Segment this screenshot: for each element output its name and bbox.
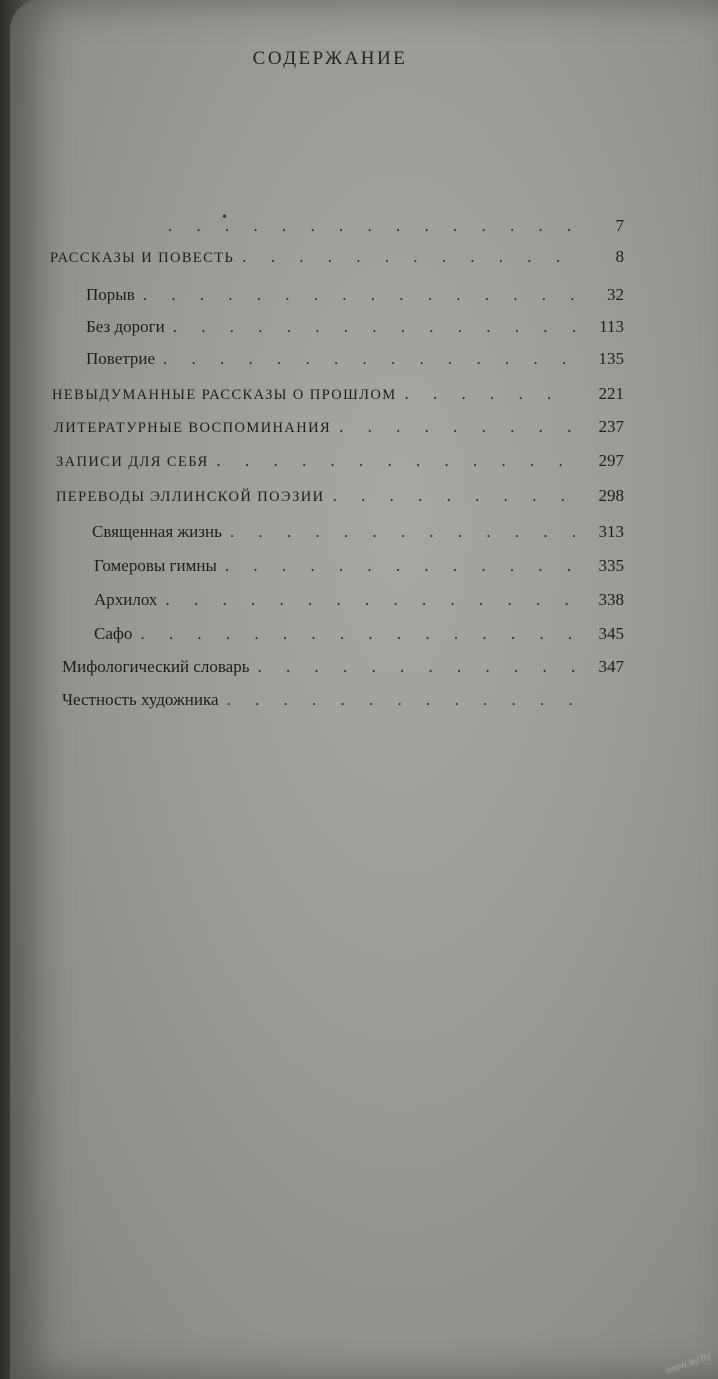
toc-entry-page: 32 <box>607 285 624 304</box>
toc-entry-title: Без дороги <box>86 317 165 336</box>
toc-entry-page: 313 <box>598 522 624 541</box>
toc-entry <box>160 216 624 236</box>
watermark: www.ay.by <box>664 1350 713 1377</box>
toc-entry-title: Священная жизнь <box>92 522 222 541</box>
toc-entry <box>86 317 624 337</box>
toc-entry <box>54 417 624 437</box>
toc-entry-page: 237 <box>598 417 624 436</box>
toc-entry <box>86 285 624 305</box>
dot-leader <box>163 349 576 369</box>
dot-leader <box>140 624 576 644</box>
toc-entry-page: 7 <box>615 216 624 235</box>
toc-entry-page: 8 <box>615 247 624 266</box>
dot-leader <box>242 247 576 267</box>
toc-entry <box>94 624 624 644</box>
toc-entry-page: 298 <box>598 486 624 505</box>
toc-entry-page: 297 <box>598 451 624 470</box>
toc-entry-title: ЛИТЕРАТУРНЫЕ ВОСПОМИНАНИЯ <box>54 420 332 436</box>
toc-entry <box>62 690 624 710</box>
toc-entry-page: 221 <box>598 384 624 403</box>
dot-leader <box>230 522 576 542</box>
toc-entry <box>86 349 624 369</box>
toc-entry-page: 338 <box>598 590 624 609</box>
dot-leader <box>143 285 576 305</box>
dot-leader <box>165 590 576 610</box>
toc-entry <box>52 384 624 404</box>
toc-entry-page: 135 <box>598 349 624 368</box>
toc-entry-title: Гомеровы гимны <box>94 556 217 575</box>
dot-leader <box>227 690 577 710</box>
toc-entry <box>50 247 624 267</box>
toc-entry <box>62 657 624 677</box>
toc-entry-title: Поветрие <box>86 349 156 368</box>
toc-entry-title: Честность художника <box>62 690 219 709</box>
toc-entry <box>94 556 624 576</box>
dot-leader <box>333 486 576 506</box>
toc-entry-title: ПЕРЕВОДЫ ЭЛЛИНСКОЙ ПОЭЗИИ <box>56 489 325 505</box>
toc-entry-page: 335 <box>598 556 624 575</box>
toc-entry-page: 113 <box>599 317 624 336</box>
toc-entry-title: Сафо <box>94 624 133 643</box>
toc-entry-title: Мифологический словарь <box>62 657 250 676</box>
toc-entry-title: ЗАПИСИ ДЛЯ СЕБЯ <box>56 454 209 470</box>
toc-entry <box>94 590 624 610</box>
dot-leader <box>173 317 576 337</box>
toc-entry-title: НЕВЫДУМАННЫЕ РАССКАЗЫ О ПРОШЛОМ <box>52 387 397 403</box>
dot-leader <box>217 451 576 471</box>
toc-entry-title: РАССКАЗЫ И ПОВЕСТЬ <box>50 250 235 266</box>
book-page <box>10 0 718 1379</box>
toc-entry-title: Архилох <box>94 590 158 609</box>
dot-leader <box>405 384 576 404</box>
toc-entry <box>92 522 624 542</box>
toc-entry-title: Порыв <box>86 285 135 304</box>
dot-leader <box>339 417 576 437</box>
page-title: СОДЕРЖАНИЕ <box>252 48 408 69</box>
dot-leader <box>225 556 576 576</box>
toc-entry-page: 345 <box>598 624 624 643</box>
dot-leader <box>168 216 576 236</box>
dot-leader <box>257 657 576 677</box>
toc-entry <box>56 486 624 506</box>
ink-mark: • <box>222 210 227 225</box>
toc-entry-page: 347 <box>598 657 624 676</box>
toc-entry <box>56 451 624 471</box>
